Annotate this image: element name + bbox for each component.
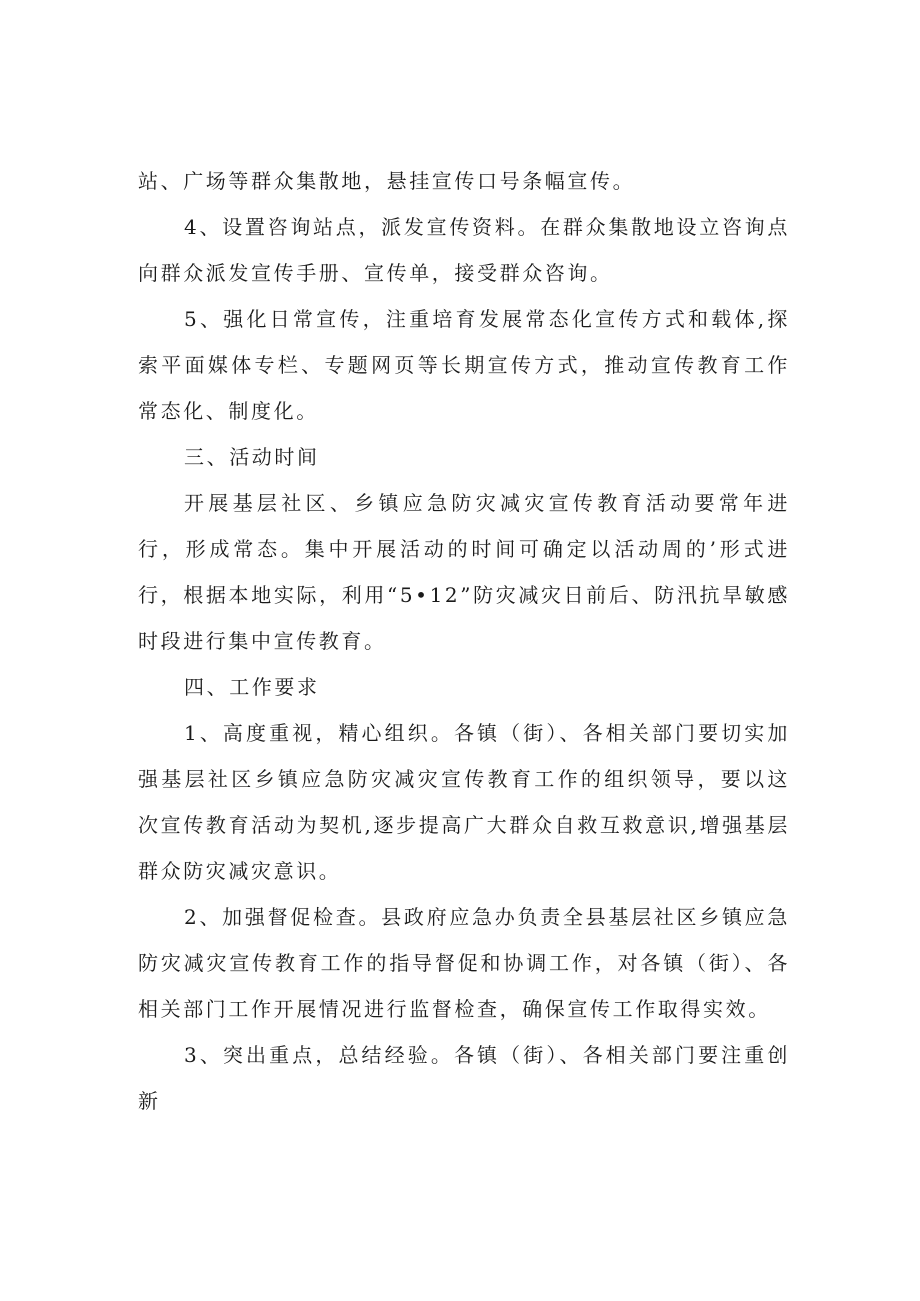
- paragraph-requirement-1: 1、高度重视，精心组织。各镇（街）、各相关部门要切实加强基层社区乡镇应急防灾减灾宣传教育工作的组织领导，要以这次宣传教育活动为契机,逐步提高广大群众自救互救意识,增强基层群众防灾减灾意识。: [138, 721, 790, 883]
- paragraph-continuation: 站、广场等群众集散地，悬挂宣传口号条幅宣传。: [138, 169, 636, 193]
- paragraph-requirement-3: 3、突出重点，总结经验。各镇（街）、各相关部门要注重创新: [138, 1043, 790, 1113]
- paragraph-item-4: 4、设置咨询站点，派发宣传资料。在群众集散地设立咨询点向群众派发宣传手册、宣传单，接受群众咨询。: [138, 215, 790, 285]
- section-heading-activity-time: 三、活动时间: [184, 445, 320, 469]
- section-heading-work-requirements: 四、工作要求: [184, 675, 320, 699]
- paragraph-requirement-2: 2、加强督促检查。县政府应急办负责全县基层社区乡镇应急防灾减灾宣传教育工作的指导督促和协调工作，对各镇（街）、各相关部门工作开展情况进行监督检查，确保宣传工作取得实效。: [138, 905, 790, 1021]
- paragraph-activity-time: 开展基层社区、乡镇应急防灾减灾宣传教育活动要常年进行，形成常态。集中开展活动的时间可确定以活动周的’形式进行，根据本地实际，利用“5•12”防灾减灾日前后、防汛抗旱敏感时段进行集中宣传教育。: [138, 491, 790, 653]
- document-page: [138, 158, 790, 1124]
- paragraph-item-5: 5、强化日常宣传，注重培育发展常态化宣传方式和载体,探索平面媒体专栏、专题网页等长期宣传方式，推动宣传教育工作常态化、制度化。: [138, 307, 790, 423]
